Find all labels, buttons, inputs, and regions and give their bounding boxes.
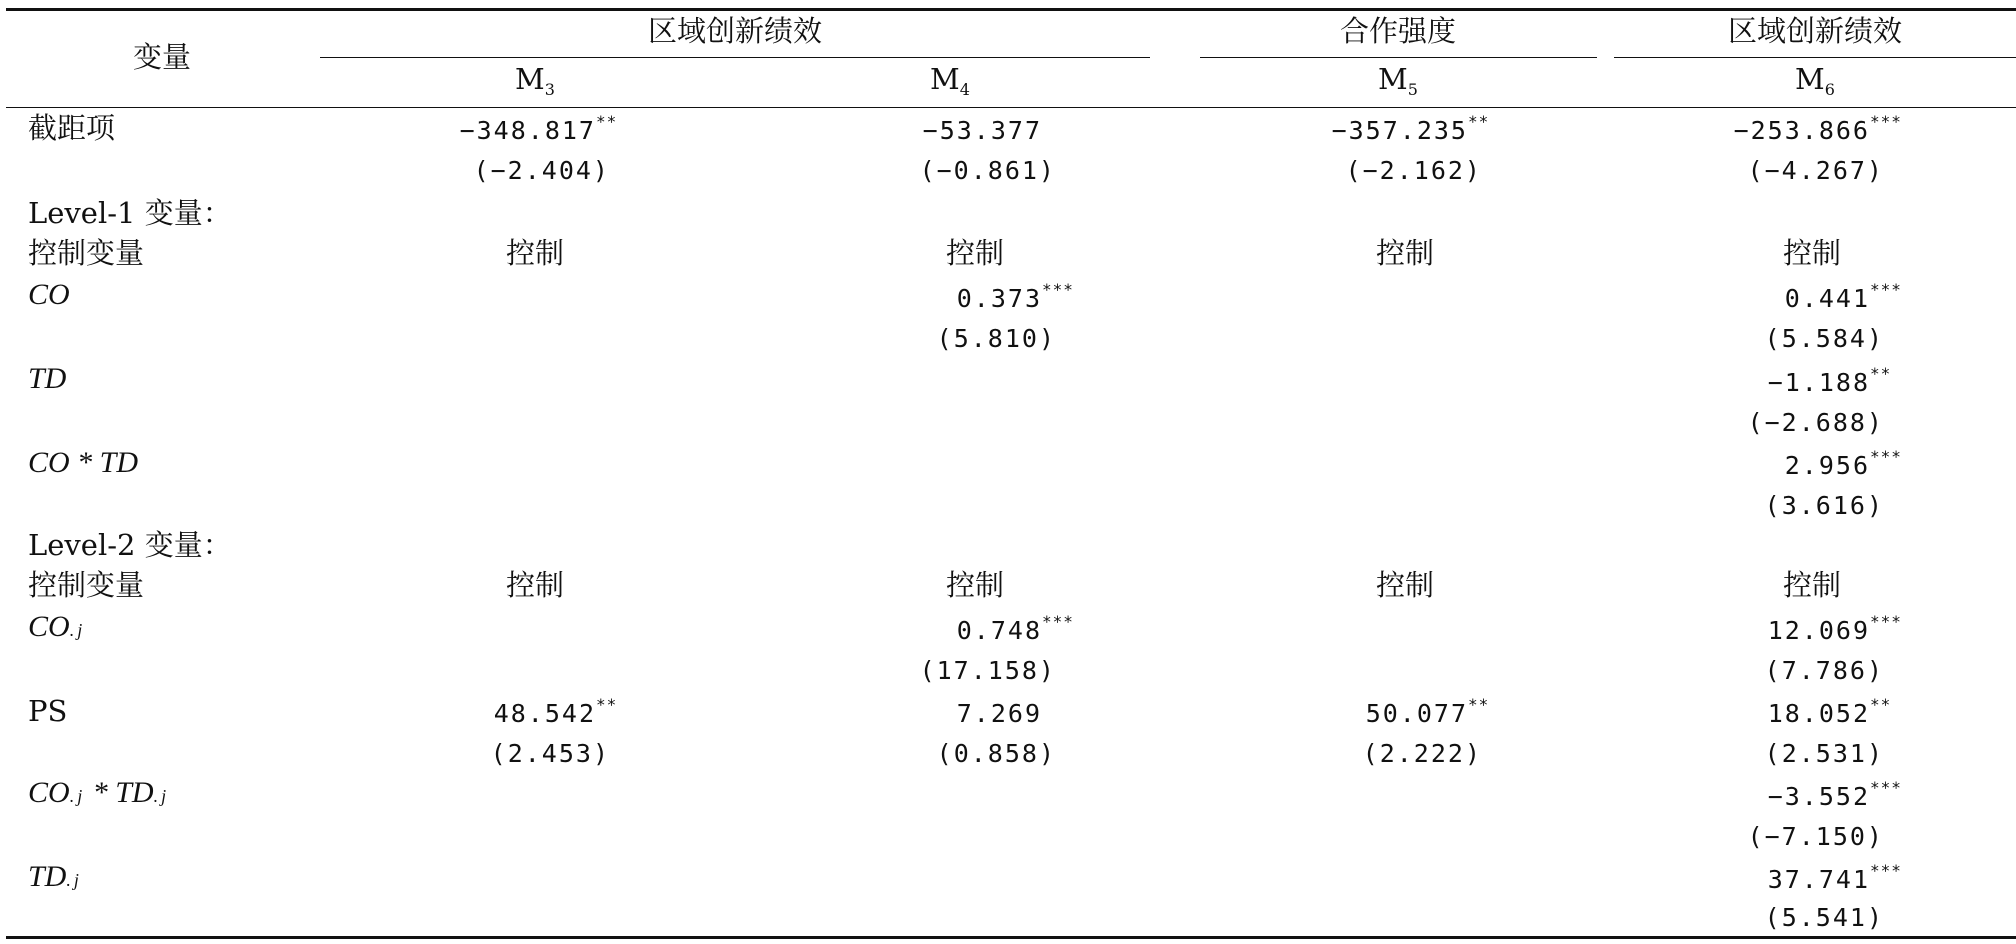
co-j-m4-coef: 0.748 *** bbox=[957, 614, 1042, 648]
ps-m5-t: (2.222) bbox=[1362, 739, 1482, 768]
td-j-m6-coef: 37.741 *** bbox=[1768, 863, 1870, 897]
header-bottom-rule bbox=[6, 107, 2016, 108]
control-2-m4: 控制 bbox=[945, 568, 1005, 602]
co-j-m4-t: (17.158) bbox=[919, 656, 1056, 685]
co-j-td-j-m6-sig: *** bbox=[1870, 778, 1902, 797]
row-label-co-td: CO * TD bbox=[28, 446, 139, 479]
co-j-m6-coef: 12.069 *** bbox=[1768, 614, 1870, 648]
co-m6-coef: 0.441 *** bbox=[1785, 282, 1870, 316]
intercept-m3-t: (−2.404) bbox=[473, 156, 610, 185]
ps-m4-t: (0.858) bbox=[936, 739, 1056, 768]
td-m6-coef: −1.188 ** bbox=[1768, 366, 1870, 400]
ps-m5-sig: ** bbox=[1468, 695, 1490, 714]
model-m6-header: $M_6$ bbox=[1795, 62, 1835, 99]
intercept-m4-t: (−0.861) bbox=[919, 156, 1056, 185]
group-1-underline bbox=[320, 57, 1150, 58]
ps-m6-coef: 18.052 ** bbox=[1768, 697, 1870, 731]
group-3-header: 区域创新绩效 bbox=[1727, 14, 1903, 48]
level-1-header: Level-1 变量： bbox=[28, 196, 232, 230]
top-rule bbox=[6, 8, 2016, 11]
ps-m3-coef: 48.542 ** bbox=[494, 697, 596, 731]
intercept-m6-coef: −253.866 *** bbox=[1734, 114, 1870, 148]
control-1-m4: 控制 bbox=[945, 236, 1005, 270]
intercept-m5-sig: ** bbox=[1468, 112, 1490, 131]
variable-header: 变量 bbox=[132, 40, 192, 74]
intercept-m6-sig: *** bbox=[1870, 112, 1902, 131]
group-3-underline bbox=[1614, 57, 2016, 58]
model-m5-header: $M_5$ bbox=[1378, 62, 1418, 99]
intercept-m5-t: (−2.162) bbox=[1345, 156, 1482, 185]
model-m3-header: $M_3$ bbox=[515, 62, 555, 99]
row-label-co-j: CO.j bbox=[28, 610, 86, 643]
row-label-td-j: TD.j bbox=[28, 860, 82, 893]
co-j-td-j-m6-t: (−7.150) bbox=[1747, 822, 1884, 851]
co-m6-sig: *** bbox=[1870, 280, 1902, 299]
co-j-td-j-m6-coef: −3.552 *** bbox=[1768, 780, 1870, 814]
row-label-td: TD bbox=[28, 362, 67, 395]
model-m4-header: $M_4$ bbox=[930, 62, 970, 99]
co-td-m6-coef: 2.956 *** bbox=[1785, 449, 1870, 483]
intercept-m3-sig: ** bbox=[596, 112, 618, 131]
td-j-m6-sig: *** bbox=[1870, 861, 1902, 880]
co-m4-t: (5.810) bbox=[936, 324, 1056, 353]
co-td-m6-sig: *** bbox=[1870, 447, 1902, 466]
group-1-header: 区域创新绩效 bbox=[647, 14, 823, 48]
co-m4-sig: *** bbox=[1042, 280, 1074, 299]
control-2-m6: 控制 bbox=[1782, 568, 1842, 602]
ps-m3-sig: ** bbox=[596, 695, 618, 714]
co-j-m6-sig: *** bbox=[1870, 612, 1902, 631]
intercept-m3-coef: −348.817 ** bbox=[460, 114, 596, 148]
ps-m3-t: (2.453) bbox=[490, 739, 610, 768]
td-m6-sig: ** bbox=[1870, 364, 1892, 383]
co-j-m4-sig: *** bbox=[1042, 612, 1074, 631]
row-label-co: CO bbox=[28, 278, 70, 311]
control-1-m3: 控制 bbox=[505, 236, 565, 270]
co-td-m6-t: (3.616) bbox=[1764, 491, 1884, 520]
ps-m6-sig: ** bbox=[1870, 695, 1892, 714]
control-1-m5: 控制 bbox=[1375, 236, 1435, 270]
td-j-m6-t: (5.541) bbox=[1764, 903, 1884, 932]
ps-m6-t: (2.531) bbox=[1764, 739, 1884, 768]
level-2-header: Level-2 变量： bbox=[28, 528, 232, 562]
co-m4-coef: 0.373 *** bbox=[957, 282, 1042, 316]
control-2-m5: 控制 bbox=[1375, 568, 1435, 602]
control-2-m3: 控制 bbox=[505, 568, 565, 602]
row-label-control-1: 控制变量 bbox=[28, 236, 145, 270]
intercept-m5-coef: −357.235 ** bbox=[1332, 114, 1468, 148]
row-label-intercept: 截距项 bbox=[28, 111, 116, 145]
co-j-m6-t: (7.786) bbox=[1764, 656, 1884, 685]
row-label-control-2: 控制变量 bbox=[28, 568, 145, 602]
intercept-m6-t: (−4.267) bbox=[1747, 156, 1884, 185]
group-2-header: 合作强度 bbox=[1339, 14, 1457, 48]
co-m6-t: (5.584) bbox=[1764, 324, 1884, 353]
row-label-ps: PS bbox=[28, 694, 68, 728]
control-1-m6: 控制 bbox=[1782, 236, 1842, 270]
bottom-rule bbox=[6, 936, 2016, 939]
td-m6-t: (−2.688) bbox=[1747, 408, 1884, 437]
intercept-m4-coef: −53.377 bbox=[922, 116, 1042, 145]
ps-m5-coef: 50.077 ** bbox=[1366, 697, 1468, 731]
ps-m4-coef: 7.269 bbox=[956, 699, 1042, 728]
row-label-co-j-td-j: CO.j * TD.j bbox=[28, 776, 170, 809]
group-2-underline bbox=[1200, 57, 1597, 58]
